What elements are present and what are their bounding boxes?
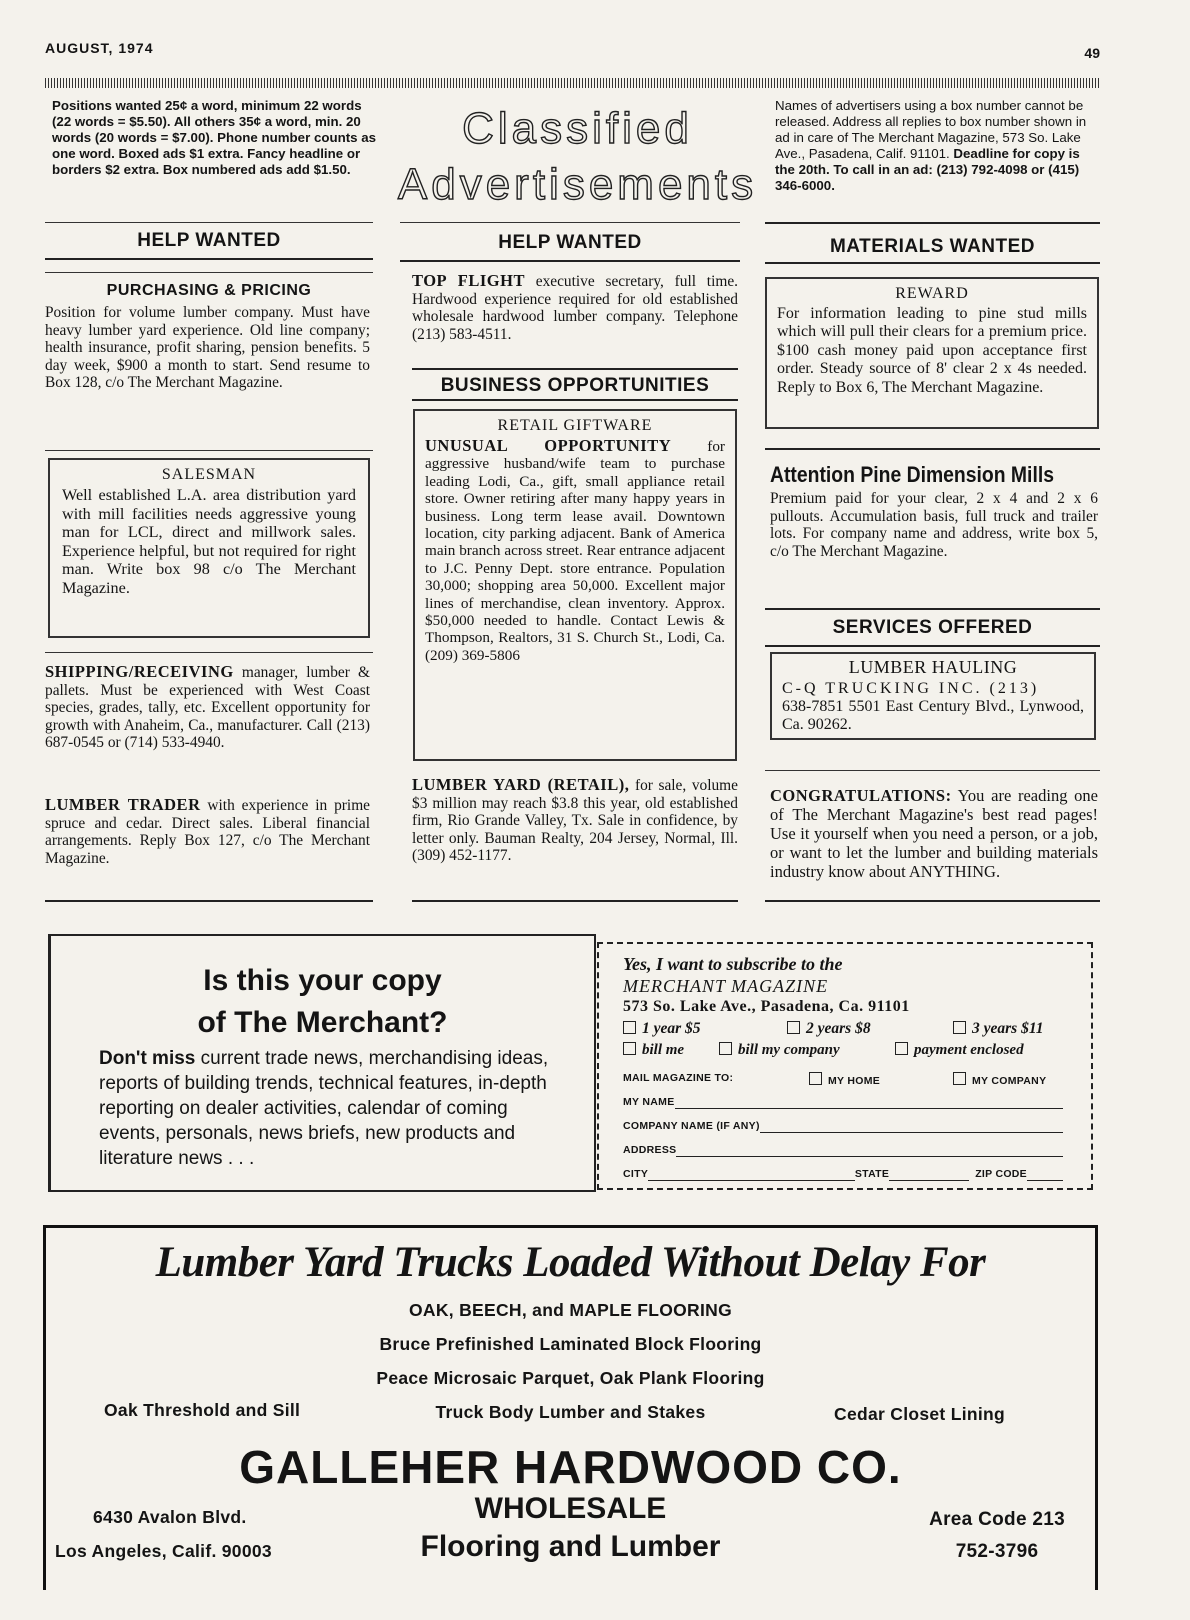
ad-lead: LUMBER YARD (RETAIL), (412, 775, 630, 794)
ad-body (425, 437, 725, 664)
rule (765, 608, 1100, 610)
ad-body: manager, lumber & pallets. Must be experienced with West Coast species, grades, tally, etc. Excellent opportunity for growth with Anaheim, Ca., manufacturer. Call (213) 687-0545 or (714) 533-4940. (45, 664, 370, 751)
promo-body (99, 1046, 559, 1171)
option-label: 1 year $5 (642, 1020, 701, 1037)
ad-body: for sale, volume $3 million may reach $3.8 this year, old established firm, Rio Grande Valley, Tx. Sale in confidence, by letter only. Bauman Realty, 204 Jersey, Normal, Ill. (309) 452-1177. (412, 777, 738, 864)
header-rule (45, 78, 1100, 88)
ad-salesman (48, 458, 370, 638)
option-label: bill me (642, 1042, 685, 1058)
rule (45, 272, 373, 273)
masthead (395, 104, 760, 210)
option-3-years[interactable] (953, 1020, 1043, 1038)
ad-lead: UNUSUAL OPPORTUNITY (425, 436, 672, 455)
ad-line-1: OAK, BEECH, and MAPLE FLOORING (408, 1300, 733, 1320)
mail-to-label: MAIL MAGAZINE TO: (623, 1072, 734, 1084)
checkbox[interactable] (953, 1072, 966, 1085)
rule (400, 222, 740, 223)
ad-line: C-Q TRUCKING INC. (213) (782, 680, 1040, 697)
checkbox[interactable] (953, 1021, 966, 1034)
section-heading-business-opportunities: BUSINESS OPPORTUNITIES (440, 375, 710, 396)
option-label: MY HOME (828, 1075, 881, 1087)
billing-options (623, 1042, 1073, 1059)
option-my-company[interactable] (953, 1072, 1046, 1087)
form-intro: Yes, I want to subscribe to the (623, 954, 843, 974)
rule (45, 258, 373, 260)
checkbox[interactable] (719, 1042, 732, 1055)
ad-purchasing-body: Position for volume lumber company. Must have heavy lumber yard experience. Old line company; health insurance, profit sharing, pension benefits. 5 day week, $900 a month to start. Send resume to Box 128, c/o The Merchant Magazine. (45, 304, 370, 391)
rule (765, 770, 1100, 771)
rule (412, 900, 738, 902)
box-number-text: Names of advertisers using a box number cannot be released. Address all replies to box number shown in ad in care of The Merchant Magazine, 573 So. Lake Ave., Pasadena, Calif. 91101. (775, 98, 1087, 161)
section-heading-services-offered: SERVICES OFFERED (832, 617, 1033, 638)
rates-notice: Positions wanted 25¢ a word, minimum 22 words (22 words = $5.50). All others 35¢ a word, min. 20 words (20 words = $7.00). Phone number counts as one word. Boxed ads $1 extra. Fancy headline or borders $2 extra. Box numbered ads add $1.50. (52, 98, 377, 177)
section-heading-help-wanted-2: HELP WANTED (498, 232, 642, 253)
option-bill-me[interactable] (623, 1042, 684, 1058)
ad-lead: SHIPPING/RECEIVING (45, 662, 234, 681)
ad-item-mid: Truck Body Lumber and Stakes (435, 1402, 706, 1422)
rule (765, 448, 1100, 450)
option-bill-company[interactable] (719, 1042, 840, 1059)
option-1-year[interactable] (623, 1020, 701, 1037)
rule (765, 645, 1100, 647)
subscription-promo (48, 934, 596, 1192)
ad-phone (929, 1504, 1065, 1568)
name-field[interactable] (623, 1096, 1063, 1109)
rule (400, 260, 740, 262)
subscription-form (597, 942, 1093, 1190)
rule (45, 900, 373, 902)
ad-retail-giftware (413, 409, 737, 761)
option-payment-enclosed[interactable] (895, 1042, 1024, 1059)
field-label: MY NAME (623, 1096, 675, 1108)
ad-lead: LUMBER TRADER (45, 795, 201, 814)
galleher-ad (43, 1225, 1098, 1590)
option-label: 2 years $8 (806, 1020, 871, 1037)
mail-to-row (623, 1072, 1073, 1087)
rule (765, 222, 1100, 224)
promo-lead: Don't miss (99, 1048, 196, 1069)
ad-wholesale-label: WHOLESALE (474, 1492, 667, 1525)
option-label: 3 years $11 (972, 1020, 1044, 1037)
checkbox[interactable] (895, 1042, 908, 1055)
ad-item-right: Cedar Closet Lining (834, 1404, 1005, 1424)
field-line[interactable] (889, 1168, 969, 1181)
ad-line-2: Bruce Prefinished Laminated Block Flooring (379, 1334, 762, 1354)
promo-title (51, 960, 594, 1044)
issue-date: AUGUST, 1974 (45, 40, 154, 56)
option-2-years[interactable] (787, 1020, 871, 1038)
option-my-home[interactable] (809, 1072, 880, 1087)
field-line[interactable] (648, 1168, 855, 1181)
ad-phone-number: 752-3796 (955, 1541, 1039, 1562)
company-field[interactable] (623, 1120, 1063, 1133)
rule (765, 262, 1100, 264)
ad-pine-dimension-body: Premium paid for your clear, 2 x 4 and 2 x 6 pullouts. Accumulation basis, full truck and trailer lots. For company name and address, write box 5, c/o The Merchant Magazine. (770, 490, 1098, 560)
ad-top-flight (412, 272, 738, 343)
ad-body: executive secretary, full time. Hardwood experience required for old established wholesale hardwood lumber company. Telephone (213) 583-4511. (412, 273, 738, 343)
form-magazine: MERCHANT MAGAZINE (623, 976, 829, 996)
field-line[interactable] (760, 1120, 1063, 1133)
rule (412, 399, 738, 401)
masthead-line2: Advertisements (397, 160, 758, 209)
ad-lead: TOP FLIGHT (412, 271, 525, 290)
ad-address-line1: 6430 Avalon Blvd. (93, 1507, 247, 1527)
ad-lumber-hauling (770, 652, 1096, 740)
field-label: CITY (623, 1168, 649, 1180)
rule (765, 900, 1100, 902)
ad-title: PURCHASING & PRICING (106, 282, 312, 299)
rule (45, 222, 373, 223)
ad-body: with experience in prime spruce and cedar. Direct sales. Liberal financial arrangements. Reply Box 127, c/o The Merchant Magazine. (45, 797, 371, 867)
rule (45, 450, 373, 451)
promo-title-line2: of The Merchant? (197, 1006, 448, 1039)
city-state-zip-field[interactable] (623, 1168, 1063, 1181)
ad-congratulations (770, 786, 1098, 881)
ad-title: SALESMAN (161, 466, 257, 483)
ad-lumber-yard (412, 776, 738, 865)
ad-title: RETAIL GIFTWARE (497, 417, 653, 434)
field-label: COMPANY NAME (IF ANY) (623, 1120, 760, 1132)
ad-item-left: Oak Threshold and Sill (104, 1400, 301, 1420)
ad-shipping (45, 663, 370, 752)
ad-title: REWARD (895, 285, 969, 302)
checkbox[interactable] (623, 1021, 636, 1034)
checkbox[interactable] (623, 1042, 636, 1055)
ad-headline: Lumber Yard Trucks Loaded Without Delay For (155, 1239, 986, 1286)
address-field[interactable] (623, 1144, 1063, 1157)
page-number: 49 (1084, 45, 1100, 61)
ad-body: For information leading to pine stud mills which will pull their clears for a premium price. $100 cash money paid upon acceptance first order. Steady source of 8' clear 2 x 4s needed. Reply to Box 6, The Merchant Magazine. (777, 305, 1087, 396)
field-label: ADDRESS (623, 1144, 677, 1156)
option-label: bill my company (738, 1042, 840, 1058)
checkbox[interactable] (787, 1021, 800, 1034)
field-line[interactable] (1027, 1168, 1063, 1181)
option-label: payment enclosed (914, 1042, 1024, 1058)
section-heading-materials-wanted: MATERIALS WANTED (829, 236, 1036, 257)
checkbox[interactable] (809, 1072, 822, 1085)
ad-title-pine-dimension: Attention Pine Dimension Mills (770, 462, 1054, 487)
ad-lumber-trader (45, 796, 370, 867)
ad-lead: CONGRATULATIONS: (770, 786, 952, 805)
deadline-text: Deadline for copy is the 20th. To call in an ad: (213) 792-4098 or (415) 346-6000. (775, 146, 1080, 193)
ad-area-code: Area Code 213 (929, 1509, 1065, 1530)
ad-address-line2: Los Angeles, Calif. 90003 (55, 1541, 272, 1561)
ad-text: for aggressive husband/wife team to purchase leading Lodi, Ca., gift, small appliance retail store. Owner retiring after many happy years in business. Long term lease avail. Downtown location, city parking adjacent. Bank of America main branch across street. Rear entrance adjacent to J.C. Penny Dept. store entrance. Population 30,000; shopping area 50,000. Excellent major lines of merchandise, clean inventory. Approx. $50,000 needed to handle. Contact Lewis & Thompson, Realtors, 31 S. Church St., Lodi, Ca. (209) 369-5806 (425, 438, 725, 664)
section-heading-help-wanted: HELP WANTED (137, 230, 281, 251)
field-label: ZIP CODE (975, 1168, 1027, 1180)
ad-body: 638-7851 5501 East Century Blvd., Lynwood, Ca. 90262. (782, 698, 1084, 733)
promo-title-line1: Is this your copy (203, 964, 442, 997)
ad-body: You are reading one of The Merchant Magazine's best read pages! Use it yourself when you need a person, or a job, or want to let the lumber and building materials industry know about ANYTHING. (770, 786, 1098, 881)
ad-line-3: Peace Microsaic Parquet, Oak Plank Flooring (376, 1368, 765, 1388)
ad-company-name: GALLEHER HARDWOOD CO. (239, 1441, 902, 1493)
term-options (623, 1020, 1073, 1038)
field-label: STATE (854, 1168, 890, 1180)
field-line[interactable] (675, 1096, 1064, 1109)
ad-reward (765, 277, 1099, 429)
rule (412, 368, 738, 370)
ad-title: LUMBER HAULING (848, 657, 1018, 677)
ad-flooring-label: Flooring and Lumber (420, 1530, 721, 1563)
field-line[interactable] (676, 1144, 1063, 1157)
rule (45, 652, 373, 653)
form-address: 573 So. Lake Ave., Pasadena, Ca. 91101 (623, 998, 910, 1015)
masthead-line1: Classified (462, 104, 693, 153)
ad-body: Well established L.A. area distribution yard with mill facilities needs aggressive young man for LCL, direct and millwork sales. Experience helpful, but not required for right man. Write box 98 c/o The Merchant Magazine. (62, 486, 356, 597)
option-label: MY COMPANY (972, 1075, 1047, 1087)
box-number-notice (775, 98, 1100, 194)
promo-text: current trade news, merchandising ideas, reports of building trends, technical features, in-depth reporting on dealer activities, calendar of coming events, personals, news briefs, new products and literature news . . . (99, 1048, 549, 1169)
